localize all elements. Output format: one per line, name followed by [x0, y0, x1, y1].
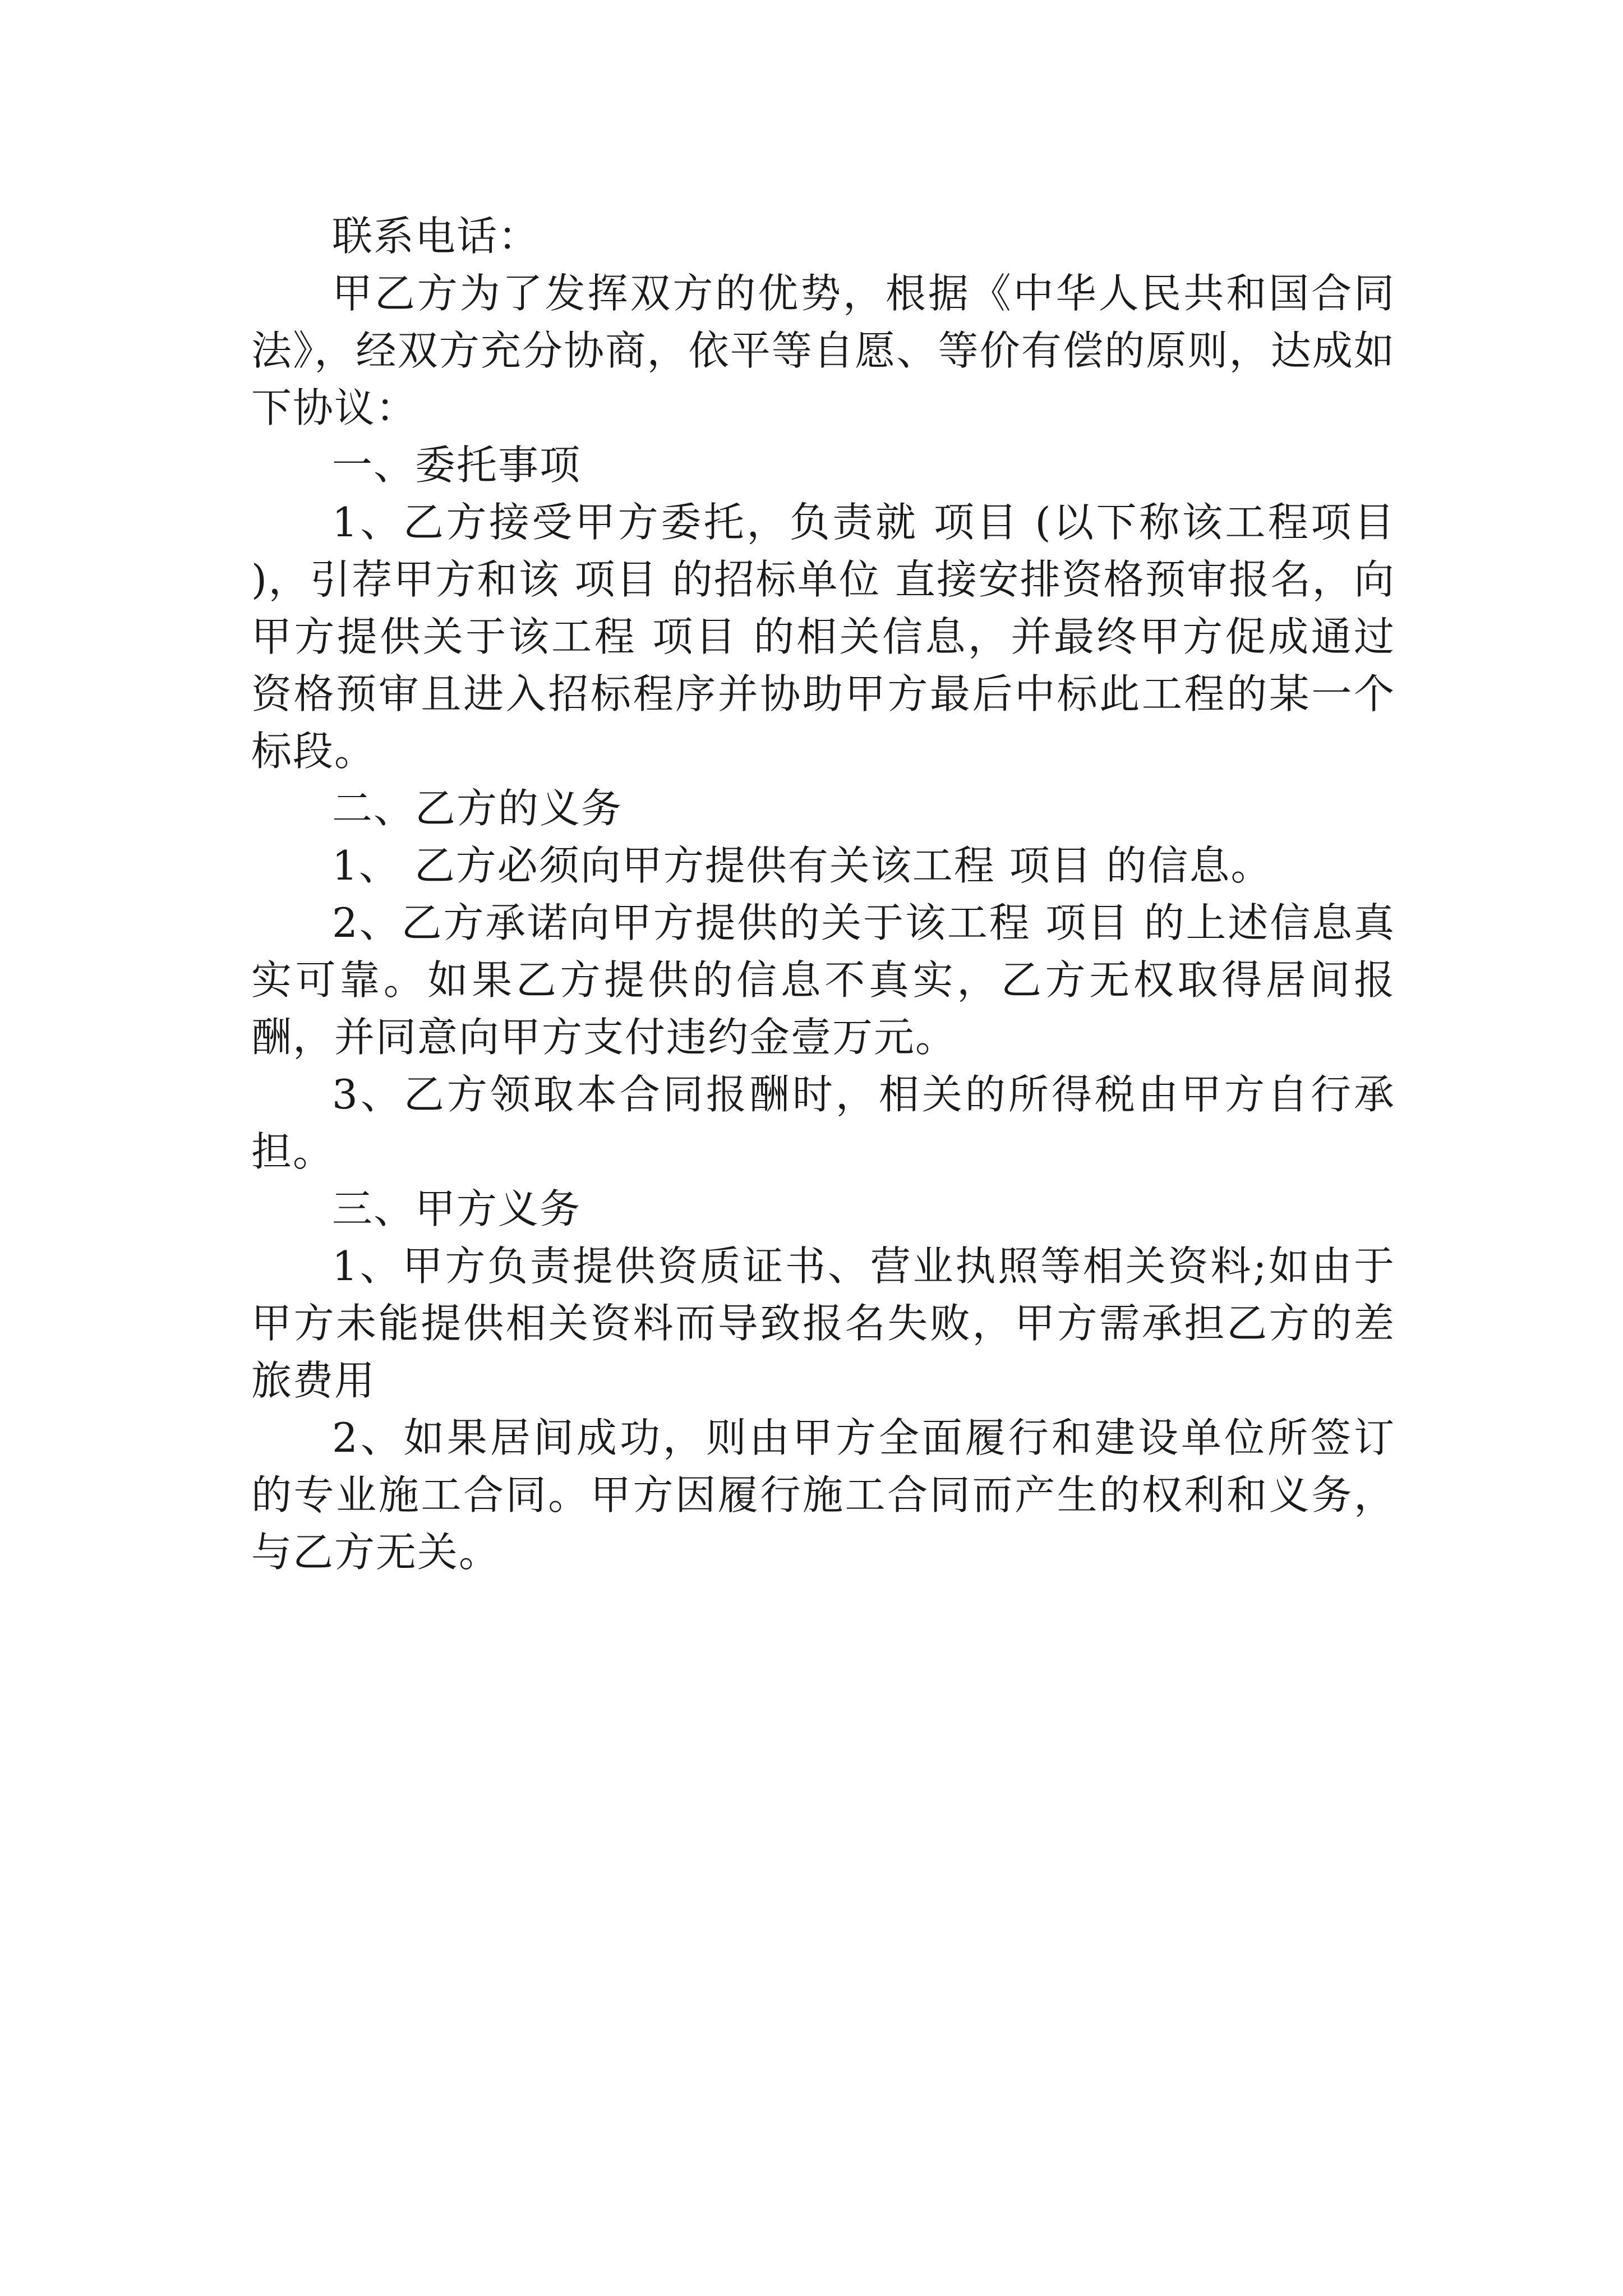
section-heading-entrusted-matters: 一、委托事项 [332, 441, 582, 489]
clause-2-2: 2、乙方承诺向甲方提供的关于该工程 项目 的上述信息真实可靠。如果乙方提供的信息不真实，乙方无权取得居间报酬，并同意向甲方支付违约金壹万元。 [251, 899, 1395, 1061]
document-body [251, 208, 1395, 1581]
section-heading-party-b-obligations: 二、乙方的义务 [332, 785, 623, 832]
section-heading-party-a-obligations: 三、甲方义务 [332, 1185, 582, 1232]
clause-3-1: 1、甲方负责提供资质证书、营业执照等相关资料;如由于甲方未能提供相关资料而导致报名失败，甲方需承担乙方的差旅费用 [251, 1243, 1395, 1404]
clause-1-1: 1、乙方接受甲方委托，负责就 项目 (以下称该工程项目 )，引荐甲方和该 项目 的招标单位 直接安排资格预审报名，向甲方提供关于该工程 项目 的相关信息，并最终甲方促成通过资格预审且进入招标程序并协助甲方最后中标此工程的某一个标段。 [251, 499, 1395, 775]
clause-3-2: 2、如果居间成功，则由甲方全面履行和建设单位所签订的专业施工合同。甲方因履行施工合同而产生的权利和义务，与乙方无关。 [251, 1414, 1395, 1576]
clause-2-3: 3、乙方领取本合同报酬时，相关的所得税由甲方自行承担。 [251, 1071, 1395, 1175]
clause-2-1: 1、 乙方必须向甲方提供有关该工程 项目 的信息。 [332, 842, 1272, 889]
contact-phone-line: 联系电话： [332, 213, 540, 260]
intro-paragraph: 甲乙方为了发挥双方的优势，根据《中华人民共和国合同法》，经双方充分协商，依平等自愿、等价有偿的原则，达成如下协议： [251, 270, 1395, 431]
